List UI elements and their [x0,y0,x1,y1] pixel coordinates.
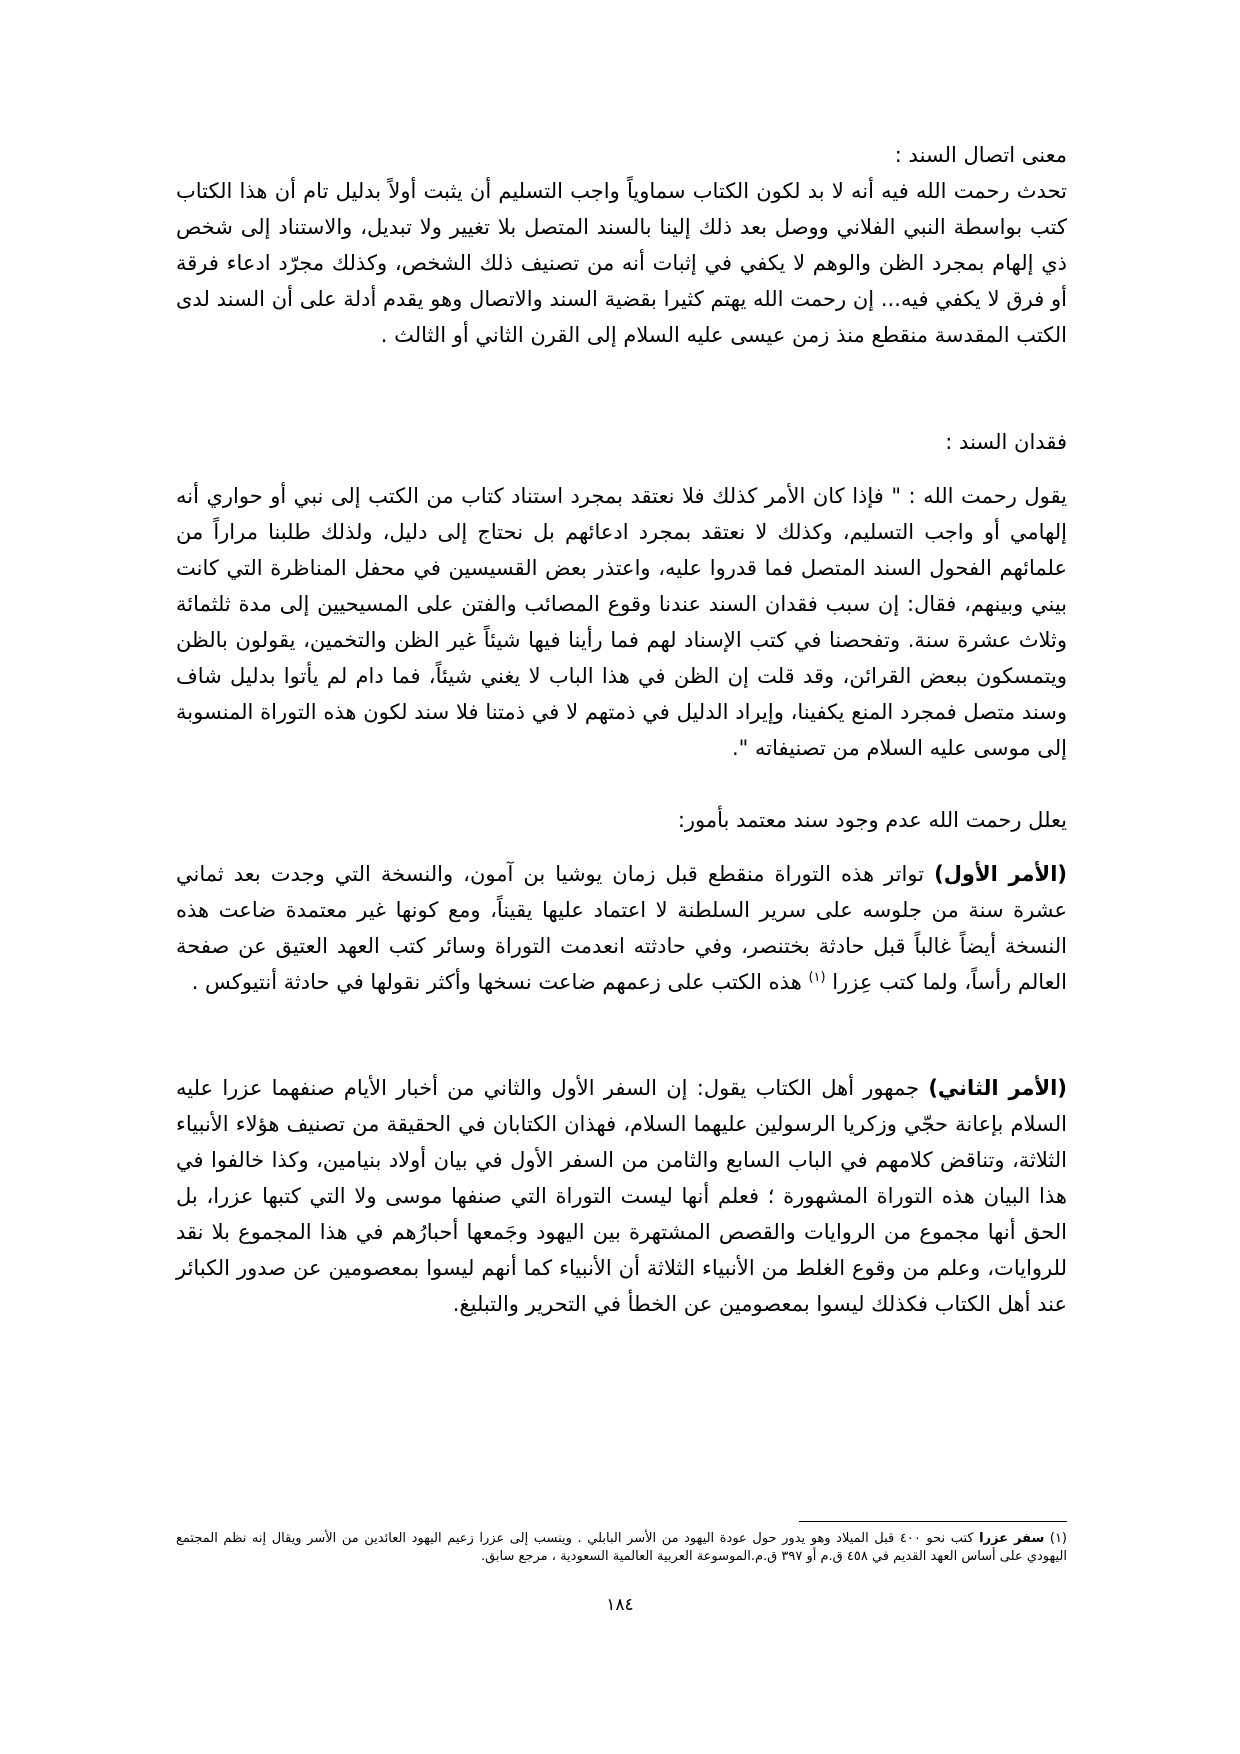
page-number: ١٨٤ [606,1595,634,1615]
heading-sanad-connection: معنى اتصال السند : [894,143,1067,167]
heading-sanad-loss: فقدان السند : [945,430,1067,454]
paragraph-sanad-connection: تحدث رحمت الله فيه أنه لا بد لكون الكتاب سماوياً واجب التسليم أن يثبت أولاً بدليل تام أن هذا الكتاب كتب بواسطة النبي الفلاني ووصل بعد ذلك إلينا بالسند المتصل بلا تغيير ولا تبديل، والاستناد إلى شخص ذي إلهام بمجرد الظن والوهم لا يكفي في إثبات أنه من تصنيف ذلك الشخص، وكذلك مجرّد ادعاء فرقة أو فرق لا يكفي فيه... إن رحمت الله يهتم كثيرا بقضية السند والاتصال وهو يقدم أدلة على أن السند لدى الكتب المقدسة منقطع منذ زمن عيسى عليه السلام إلى القرن الثاني أو الثالث . [176,179,1067,347]
paragraph-second-matter [176,1070,1067,1322]
first-matter-text-a: تواتر هذه التوراة منقطع قبل زمان يوشيا بن آمون، والنسخة التي وجدت بعد ثماني عشرة سنة من جلوسه على سرير السلطنة لا اعتماد عليها يقيناً، ومع كونها غير معتمدة ضاعت هذه النسخة أيضاً غالباً قبل حادثة بختنصر، وفي حادثته انعدمت التوراة وسائر كتب العهد العتيق عن صفحة العالم رأساً، ولما كتب عِزرا [176,862,1067,994]
footnote-reference[interactable]: (١) [808,970,826,985]
paragraph-sanad-loss-quote: يقول رحمت الله : " فإذا كان الأمر كذلك فلا نعتقد بمجرد استناد كتاب من الكتب إلى نبي أو حواري أنه إلهامي أو واجب التسليم، وكذلك لا نعتقد بمجرد ادعائهم بل نحتاج إلى دليل، ولذلك طلبنا مراراً من علمائهم الفحول السند المتصل فما قدروا عليه، واعتذر بعض القسيسين في محفل المناظرة التي كانت بيني وبينهم، فقال: إن سبب فقدان السند عندنا وقوع المصائب والفتن على المسيحيين إلى مدة ثلثمائة وثلاث عشرة سنة. وتفحصنا في كتب الإسناد لهم فما رأينا فيها شيئاً غير الظن والتخمين، يقولون بالظن ويتمسكون ببعض القرائن، وقد قلت إن الظن في هذا الباب لا يغني شيئاً، فما دام لم يأتوا بدليل شاف وسند متصل فمجرد المنع يكفينا، وإيراد الدليل في ذمتهم لا في ذمتنا فلا سند لكون هذه التوراة المنسوبة إلى موسى عليه السلام من تصنيفاته ". [176,484,1067,760]
second-matter-text: جمهور أهل الكتاب يقول: إن السفر الأول والثاني من أخبار الأيام صنفهما عزرا عليه السلام بإعانة حجّي وزكريا الرسولين عليهما السلام، فهذان الكتابان في الحقيقة من تصنيف هؤلاء الأنبياء الثلاثة، وتناقض كلامهم في الباب السابع والثامن من السفر الأول في بيان أولاد بنيامين، وكذا خالفوا في هذا البيان هذه التوراة المشهورة ؛ فعلم أنها ليست التوراة التي صنفها موسى ولا التي كتبها عزرا، بل الحق أنها مجموع من الروايات والقصص المشتهرة بين اليهود وجَمعها أحبارُهم في هذا المجموع بلا نقد للروايات، وعلم من وقوع الغلط من الأنبياء الثلاثة أن الأنبياء كما أنهم ليسوا بمعصومين عن صدور الكبائر عند أهل الكتاب فكذلك ليسوا بمعصومين عن الخطأ في التحرير والتبليغ. [176,1076,1067,1316]
footnote [176,1530,1067,1566]
paragraph-first-matter [176,856,1067,1000]
second-matter-label: (الأمر الثاني) [928,1076,1067,1100]
heading-reasons: يعلل رحمت الله عدم وجود سند معتمد بأمور: [677,808,1067,832]
footnote-ref: (١) [1049,1531,1067,1546]
footnote-text: كتب نحو ٤٠٠ قبل الميلاد وهو يدور حول عودة اليهود من الأسر البابلي . وينسب إلى عزرا زعيم اليهود العائدين من الأسر ويقال إنه نظم المجتمع اليهودي على أساس العهد القديم في ٤٥٨ ق.م أو ٣٩٧ ق.م.الموسوعة العربية العالمية السعودية ، مرجع سابق. [176,1531,1067,1564]
first-matter-label: (الأمر الأول) [934,862,1067,886]
footnote-label: سفر عزرا [979,1531,1045,1546]
footnote-divider [799,1521,1067,1522]
first-matter-text-b: هذه الكتب على زعمهم ضاعت نسخها وأكثر نقولها في حادثة أنتيوكس . [191,970,809,994]
